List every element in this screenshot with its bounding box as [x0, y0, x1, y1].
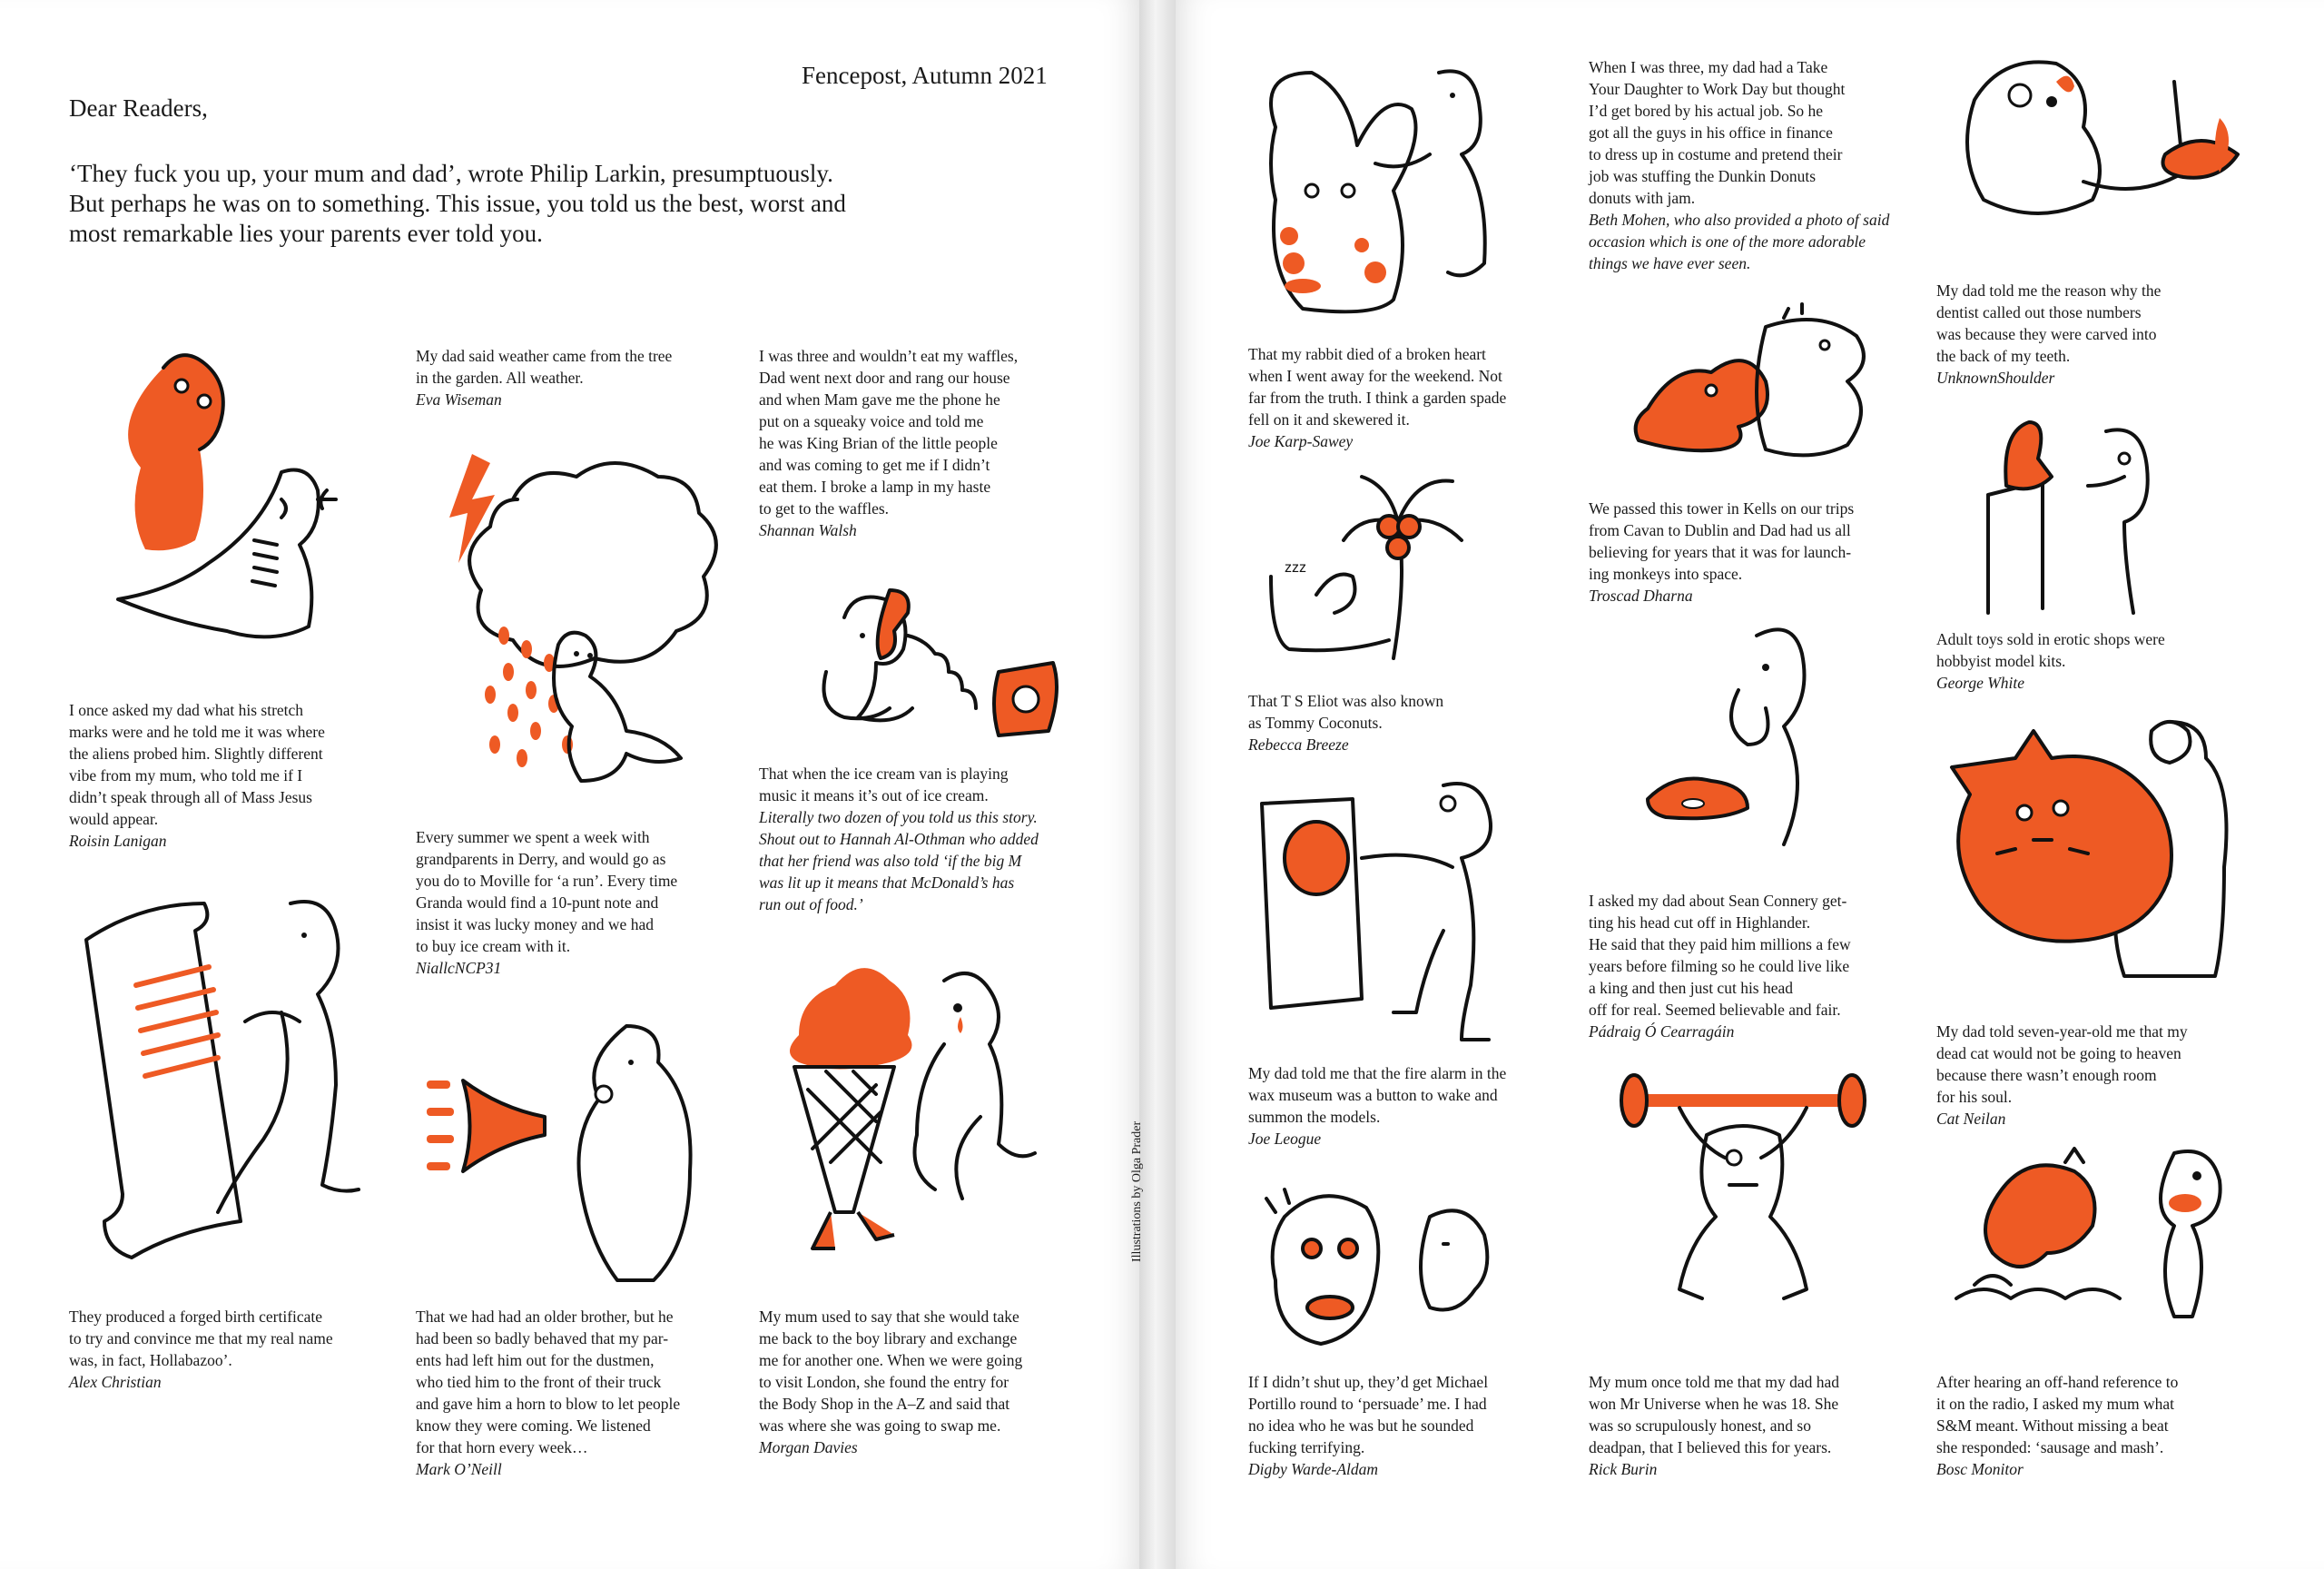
story-author: Roisin Lanigan: [69, 832, 167, 850]
story-author: Joe Leogue: [1248, 1130, 1322, 1148]
story-author: Eva Wiseman: [416, 390, 502, 409]
story-line: me back to the boy library and exchange: [759, 1329, 1018, 1347]
story-line: who tied him to the front of their truck: [416, 1373, 662, 1391]
right-page: [1176, 0, 2324, 1569]
story-line: ting his head cut off in Highlander.: [1589, 913, 1811, 932]
story-line: won Mr Universe when he was 18. She: [1589, 1395, 1839, 1413]
story-line: and was coming to get me if I didn’t: [759, 456, 990, 474]
intro-line: ‘They fuck you up, your mum and dad’, wrote Philip Larkin, presumptuously.: [69, 160, 833, 187]
story-line: the back of my teeth.: [1936, 347, 2071, 365]
story-card: [1248, 343, 1506, 452]
story-line: was, in fact, Hollabazoo’.: [69, 1351, 232, 1369]
story-card: [1936, 280, 2161, 389]
story-card: [759, 345, 1018, 541]
story-line: They produced a forged birth certificate: [69, 1308, 323, 1326]
story-note: Shout out to Hannah Al-Othman who added: [759, 830, 1039, 848]
story-line: I’d get bored by his actual job. So he: [1589, 102, 1824, 120]
story-line: summon the models.: [1248, 1108, 1381, 1126]
story-line: Dad went next door and rang our house: [759, 369, 1010, 387]
story-card: [416, 826, 677, 979]
story-line: from Cavan to Dublin and Dad had us all: [1589, 521, 1851, 539]
story-author: Shannan Walsh: [759, 521, 857, 539]
walking-ice-cream-cone-and-crying-figure: [772, 953, 1098, 1262]
story-line: ents had left him out for the dustmen,: [416, 1351, 655, 1369]
story-line: My mum once told me that my dad had: [1589, 1373, 1840, 1391]
illustration-credit: Illustrations by Olga Prader: [1130, 1120, 1144, 1262]
story-line: wax museum was a button to wake and: [1248, 1086, 1498, 1104]
story-card: [759, 763, 1039, 915]
left-page: [0, 0, 1144, 1569]
story-note: occasion which is one of the more adorable: [1589, 232, 1866, 251]
story-line: Your Daughter to Work Day but thought: [1589, 80, 1846, 98]
story-card: [416, 1306, 680, 1480]
story-line: ing monkeys into space.: [1589, 565, 1743, 583]
story-card: [1589, 498, 1854, 607]
palm-tree-coconuts-figure: [1253, 468, 1489, 667]
story-line: in the garden. All weather.: [416, 369, 584, 387]
figure-on-telephone: [808, 572, 1098, 745]
story-author: Mark O’Neill: [416, 1460, 502, 1478]
story-author: Digby Warde-Aldam: [1248, 1460, 1379, 1478]
svg-text:zzz: zzz: [1285, 560, 1306, 576]
story-line: Portillo round to ‘persuade’ me. I had: [1248, 1395, 1487, 1413]
story-author: Joe Karp-Sawey: [1248, 432, 1354, 450]
story-line: he was King Brian of the little people: [759, 434, 998, 452]
story-line: got all the guys in his office in finance: [1589, 123, 1833, 142]
story-author: Morgan Davies: [759, 1438, 858, 1456]
story-line: was where she was going to swap me.: [759, 1416, 1001, 1435]
story-line: My dad said weather came from the tree: [416, 347, 673, 365]
figure-pressing-red-button: [1262, 767, 1534, 1049]
story-line: me for another one. When we were going: [759, 1351, 1023, 1369]
story-note: Beth Mohen, who also provided a photo of said: [1589, 211, 1890, 229]
story-line: for his soul.: [1936, 1088, 2013, 1106]
story-author: NiallcNCP31: [416, 959, 502, 977]
story-line: off for real. Seemed believable and fair.: [1589, 1001, 1841, 1019]
story-line: He said that they paid him millions a few: [1589, 935, 1851, 953]
story-line: believing for years that it was for launch-: [1589, 543, 1852, 561]
story-line: as Tommy Coconuts.: [1248, 714, 1383, 732]
story-line: dentist called out those numbers: [1936, 303, 2142, 321]
story-author: Rebecca Breeze: [1248, 735, 1349, 754]
orange-monkey-and-alien-figure: [109, 345, 381, 645]
story-line: hobbyist model kits.: [1936, 652, 2066, 670]
story-line: put on a squeaky voice and told me: [759, 412, 984, 430]
story-card: [1248, 690, 1443, 755]
story-line: to try and convince me that my real name: [69, 1329, 333, 1347]
monkey-and-figure-lying: [1630, 309, 1884, 472]
story-author: Bosc Monitor: [1936, 1460, 2024, 1478]
story-line: insist it was lucky money and we had: [416, 915, 654, 933]
sausage-and-figure: [1947, 1135, 2247, 1335]
spine-gutter: [1139, 0, 1176, 1569]
story-line: to visit London, she found the entry for: [759, 1373, 1009, 1391]
rabbit-and-figure: [1248, 54, 1512, 327]
salutation: Dear Readers,: [69, 94, 208, 122]
story-line: she responded: ‘sausage and mash’.: [1936, 1438, 2164, 1456]
story-line: Granda would find a 10-punt note and: [416, 893, 659, 912]
story-line: My dad told seven-year-old me that my: [1936, 1022, 2188, 1041]
story-line: because there wasn’t enough room: [1936, 1066, 2157, 1084]
story-author: Pádraig Ó Cearragáin: [1589, 1022, 1735, 1041]
story-line: a king and then just cut his head: [1589, 979, 1794, 997]
story-line: dead cat would not be going to heaven: [1936, 1044, 2181, 1062]
figure-blowing-horn: [427, 1008, 699, 1298]
intro-line: But perhaps he was on to something. This issue, you told us the best, worst and: [69, 190, 846, 217]
story-line: know they were coming. We listened: [416, 1416, 651, 1435]
story-card: [1589, 1371, 1839, 1480]
figure-hugging-orange-cat: [1943, 704, 2233, 994]
story-line: That T S Eliot was also known: [1248, 692, 1444, 710]
story-line: job was stuffing the Dunkin Donuts: [1589, 167, 1817, 185]
story-card: [1589, 56, 1889, 274]
issue-line: Fencepost, Autumn 2021: [802, 62, 1048, 89]
story-line: and when Mam gave me the phone he: [759, 390, 1000, 409]
story-line: was so scrupulously honest, and so: [1589, 1416, 1811, 1435]
story-line: That we had had an older brother, but he: [416, 1308, 674, 1326]
intro-paragraph: [69, 159, 1022, 249]
story-line: fell on it and skewered it.: [1248, 410, 1410, 429]
story-card: [416, 345, 672, 410]
story-line: If I didn’t shut up, they’d get Michael: [1248, 1373, 1489, 1391]
story-line: I asked my dad about Sean Connery get-: [1589, 892, 1847, 910]
story-card: [1936, 628, 2165, 694]
story-line: vibe from my mum, who told me if I: [69, 766, 303, 784]
story-line: I was three and wouldn’t eat my waffles,: [759, 347, 1019, 365]
story-card: [1248, 1062, 1506, 1150]
story-line: My dad told me that the fire alarm in the: [1248, 1064, 1507, 1082]
story-line: I once asked my dad what his stretch: [69, 701, 304, 719]
story-note: run out of food.’: [759, 895, 863, 913]
story-line: the aliens probed him. Slightly different: [69, 745, 323, 763]
story-author: UnknownShoulder: [1936, 369, 2055, 387]
story-author: Cat Neilan: [1936, 1110, 2006, 1128]
story-note: was lit up it means that McDonald’s has: [759, 873, 1015, 892]
story-line: eat them. I broke a lamp in my haste: [759, 478, 991, 496]
story-note: things we have ever seen.: [1589, 254, 1751, 272]
story-line: to dress up in costume and pretend their: [1589, 145, 1843, 163]
story-author: Rick Burin: [1589, 1460, 1658, 1478]
story-note: Literally two dozen of you told us this story.: [759, 808, 1038, 826]
story-note: that her friend was also told ‘if the big M: [759, 852, 1022, 870]
story-line: Adult toys sold in erotic shops were: [1936, 630, 2165, 648]
story-line: grandparents in Derry, and would go as: [416, 850, 666, 868]
story-line: to buy ice cream with it.: [416, 937, 571, 955]
story-line: the Body Shop in the A–Z and said that: [759, 1395, 1010, 1413]
story-card: [1936, 1371, 2178, 1480]
story-author: Troscad Dharna: [1589, 587, 1693, 605]
story-line: My mum used to say that she would take: [759, 1308, 1019, 1326]
story-line: We passed this tower in Kells on our trips: [1589, 499, 1855, 518]
story-line: for that horn every week…: [416, 1438, 588, 1456]
story-line: Every summer we spent a week with: [416, 828, 650, 846]
story-line: donuts with jam.: [1589, 189, 1696, 207]
story-card: [1936, 1021, 2188, 1130]
story-line: had been so badly behaved that my par-: [416, 1329, 669, 1347]
story-card: [69, 1306, 333, 1393]
story-line: My dad told me the reason why the: [1936, 281, 2162, 300]
figure-with-scroll: [73, 885, 381, 1248]
intro-line: most remarkable lies your parents ever told you.: [69, 220, 543, 247]
story-line: would appear.: [69, 810, 159, 828]
story-line: didn’t speak through all of Mass Jesus: [69, 788, 312, 806]
story-card: [1589, 890, 1851, 1042]
story-card: [1248, 1371, 1488, 1480]
story-author: George White: [1936, 674, 2025, 692]
story-line: no idea who he was but he sounded: [1248, 1416, 1474, 1435]
story-author: Alex Christian: [69, 1373, 162, 1391]
dentist-figure: [1947, 45, 2247, 254]
story-line: deadpan, that I believed this for years.: [1589, 1438, 1832, 1456]
story-line: music it means it’s out of ice cream.: [759, 786, 989, 804]
story-line: was because they were carved into: [1936, 325, 2157, 343]
story-card: [759, 1306, 1022, 1458]
strongman-with-barbell: [1607, 1071, 1879, 1335]
story-line: far from the truth. I think a garden spade: [1248, 389, 1507, 407]
lightning-cloud-rain-figure: [422, 445, 749, 799]
story-line: When I was three, my dad had a Take: [1589, 58, 1828, 76]
figure-and-headless-hat: [1630, 617, 1866, 863]
story-line: when I went away for the weekend. Not: [1248, 367, 1502, 385]
story-line: it on the radio, I asked my mum what: [1936, 1395, 2174, 1413]
story-line: years before filming so he could live like: [1589, 957, 1850, 975]
story-line: That my rabbit died of a broken heart: [1248, 345, 1486, 363]
story-line: That when the ice cream van is playing: [759, 765, 1009, 783]
story-line: and gave him a horn to blow to let people: [416, 1395, 681, 1413]
two-faces: [1248, 1180, 1521, 1353]
story-line: to get to the waffles.: [759, 499, 890, 518]
story-line: you do to Moville for ‘a run’. Every time: [416, 872, 678, 890]
story-card: [69, 699, 325, 852]
story-line: marks were and he told me it was where: [69, 723, 325, 741]
figure-with-model-kit: [1988, 413, 2170, 613]
story-line: After hearing an off-hand reference to: [1936, 1373, 2179, 1391]
story-line: S&M meant. Without missing a beat: [1936, 1416, 2169, 1435]
story-line: fucking terrifying.: [1248, 1438, 1365, 1456]
